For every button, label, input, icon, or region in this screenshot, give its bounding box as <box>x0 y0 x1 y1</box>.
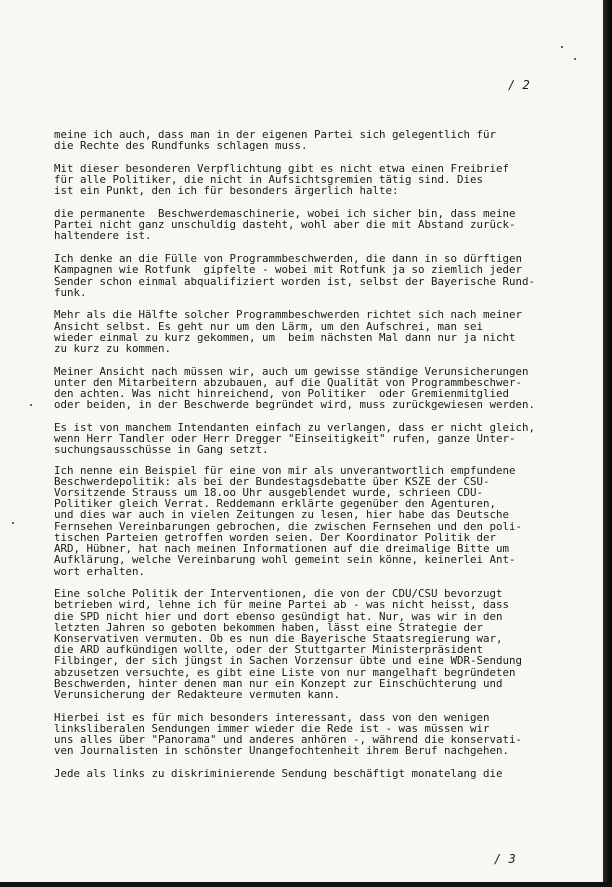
text-line: und dies war auch in vielen Zeitungen zu lesen, hier habe das Deutsche <box>54 508 510 522</box>
scan-edge-bottom <box>0 882 612 887</box>
text-line: den achten. Was nicht hinreichend, von Politiker oder Gremienmitglied <box>54 387 510 401</box>
paragraph <box>54 208 574 242</box>
paragraph <box>54 163 574 197</box>
paragraph <box>54 588 574 700</box>
paragraph <box>54 366 574 411</box>
text-line: Aufklärung, welche Vereinbarung wohl gemeint sein könne, keinerlei Ant- <box>54 553 516 567</box>
text-line: wort erhalten. <box>54 564 146 578</box>
text-line: die permanente Beschwerdemaschinerie, wobei ich sicher bin, dass meine <box>54 207 516 221</box>
text-line: Verunsicherung der Redakteure vermuten kann. <box>54 688 341 702</box>
text-line: Meiner Ansicht nach müssen wir, auch um gewisse ständige Verunsicherungen <box>54 364 529 378</box>
text-line: Beschwerden, hinter denen man nur ein Konzept zur Einschüchterung und <box>54 676 503 690</box>
document-body <box>54 129 574 791</box>
text-line: Eine solche Politik der Interventionen, die von der CDU/CSU bevorzugt <box>54 587 503 601</box>
text-line: funk. <box>54 285 87 299</box>
paragraph <box>54 129 574 151</box>
text-line: abzusetzen versuchte, es gibt eine Liste von nur mangelhaft begründeten <box>54 665 516 679</box>
text-line: Mehr als die Hälfte solcher Programmbeschwerden richtet sich nach meiner <box>54 308 523 322</box>
text-line: ist ein Punkt, den ich für besonders ärgerlich halte: <box>54 184 399 198</box>
paragraph <box>54 465 574 577</box>
text-line: Kampagnen wie Rotfunk gipfelte - wobei mit Rotfunk ja so ziemlich jeder <box>54 263 523 277</box>
text-line: Ich nenne ein Beispiel für eine von mir als unverantwortlich empfundene <box>54 463 516 477</box>
text-line: meine ich auch, dass man in der eigenen Partei sich gelegentlich für <box>54 128 497 141</box>
text-line: Ich denke an die Fülle von Programmbeschwerden, die dann in so dürftigen <box>54 252 523 266</box>
text-line: haltendere ist. <box>54 229 152 243</box>
text-line: uns alles über "Panorama" und anderes anhören -, während die konservati- <box>54 733 523 747</box>
paragraph <box>54 768 574 779</box>
paragraph <box>54 253 574 298</box>
text-line: ARD, Hübner, hat nach meinen Informationen auf die dreimalige Bitte um <box>54 542 510 556</box>
paragraph <box>54 422 574 456</box>
text-line: Hierbei ist es für mich besonders interessant, dass von den wenigen <box>54 710 490 724</box>
text-line: oder beiden, in der Beschwerde begründet wird, muss zurückgewiesen werden. <box>54 398 536 412</box>
text-line: suchungsausschüsse in Gang setzt. <box>54 443 269 457</box>
text-line: die ARD aufkündigen wollte, oder der Stuttgarter Ministerpräsident <box>54 643 484 657</box>
text-line: Fernsehen Vereinbarungen gebrochen, die zwischen Fernsehen und den poli- <box>54 519 523 533</box>
text-line: tischen Parteien getroffen worden seien. Der Koordinator Politik der <box>54 530 497 544</box>
text-line: Konservativen vermuten. Ob es nun die Bayerische Staatsregierung war, <box>54 632 503 646</box>
text-line: wieder einmal zu kurz gekommen, um beim nächsten Mal dann nur ja nicht <box>54 330 516 344</box>
text-line: ven Journalisten in schönster Unangefochtenheit ihrem Beruf nachgehen. <box>54 744 510 758</box>
text-line: Jede als links zu diskriminierende Sendung beschäftigt monatelang die <box>54 767 503 781</box>
scan-edge-right <box>603 0 612 887</box>
text-line: Vorsitzende Strauss um 18.oo Uhr ausgeblendet wurde, schrieen CDU- <box>54 486 484 500</box>
page-number-top: / 2 <box>508 78 530 92</box>
text-line: die SPD nicht hier und dort ebenso gesündigt hat. Nur, was wir in den <box>54 609 503 623</box>
page-number-bottom: / 3 <box>494 852 516 866</box>
text-line: wenn Herr Tandler oder Herr Dregger "Einseitigkeit" rufen, ganze Unter- <box>54 432 516 446</box>
text-line: Ansicht selbst. Es geht nur um den Lärm, um den Aufschrei, man sei <box>54 319 484 333</box>
text-line: zu kurz zu kommen. <box>54 342 172 356</box>
text-line: linksliberalen Sendungen immer wieder die Rede ist - was müssen wir <box>54 721 490 735</box>
paragraph <box>54 712 574 757</box>
text-line: unter den Mitarbeitern abzubauen, auf die Qualität von Programmbeschwer- <box>54 375 523 389</box>
text-line: die Rechte des Rundfunks schlagen muss. <box>54 139 308 153</box>
text-line: Mit dieser besonderen Verpflichtung gibt es nicht etwa einen Freibrief <box>54 161 510 175</box>
paragraph <box>54 309 574 354</box>
text-line: Filbinger, der sich jüngst in Sachen Vorzensur übte und eine WDR-Sendung <box>54 654 523 668</box>
text-line: für alle Politiker, die nicht in Aufsichtsgremien tätig sind. Dies <box>54 173 484 187</box>
text-line: Es ist von manchem Intendanten einfach zu verlangen, dass er nicht gleich, <box>54 421 536 435</box>
text-line: Partei nicht ganz unschuldig dasteht, wohl aber die mit Abstand zurück- <box>54 218 516 232</box>
text-line: Sender schon einmal abqualifiziert worden ist, selbst der Bayerische Rund- <box>54 274 536 288</box>
text-line: letzten Jahren so geboten bekommen haben, lässt eine Strategie der <box>54 620 484 634</box>
text-line: betrieben wird, lehne ich für meine Partei ab - was nicht heisst, dass <box>54 598 510 612</box>
text-line: Politiker gleich Verrat. Reddemann erklärte gegenüber den Agenturen, <box>54 497 497 511</box>
text-line: Beschwerdepolitik: als bei der Bundestagsdebatte über KSZE der CSU- <box>54 474 490 488</box>
